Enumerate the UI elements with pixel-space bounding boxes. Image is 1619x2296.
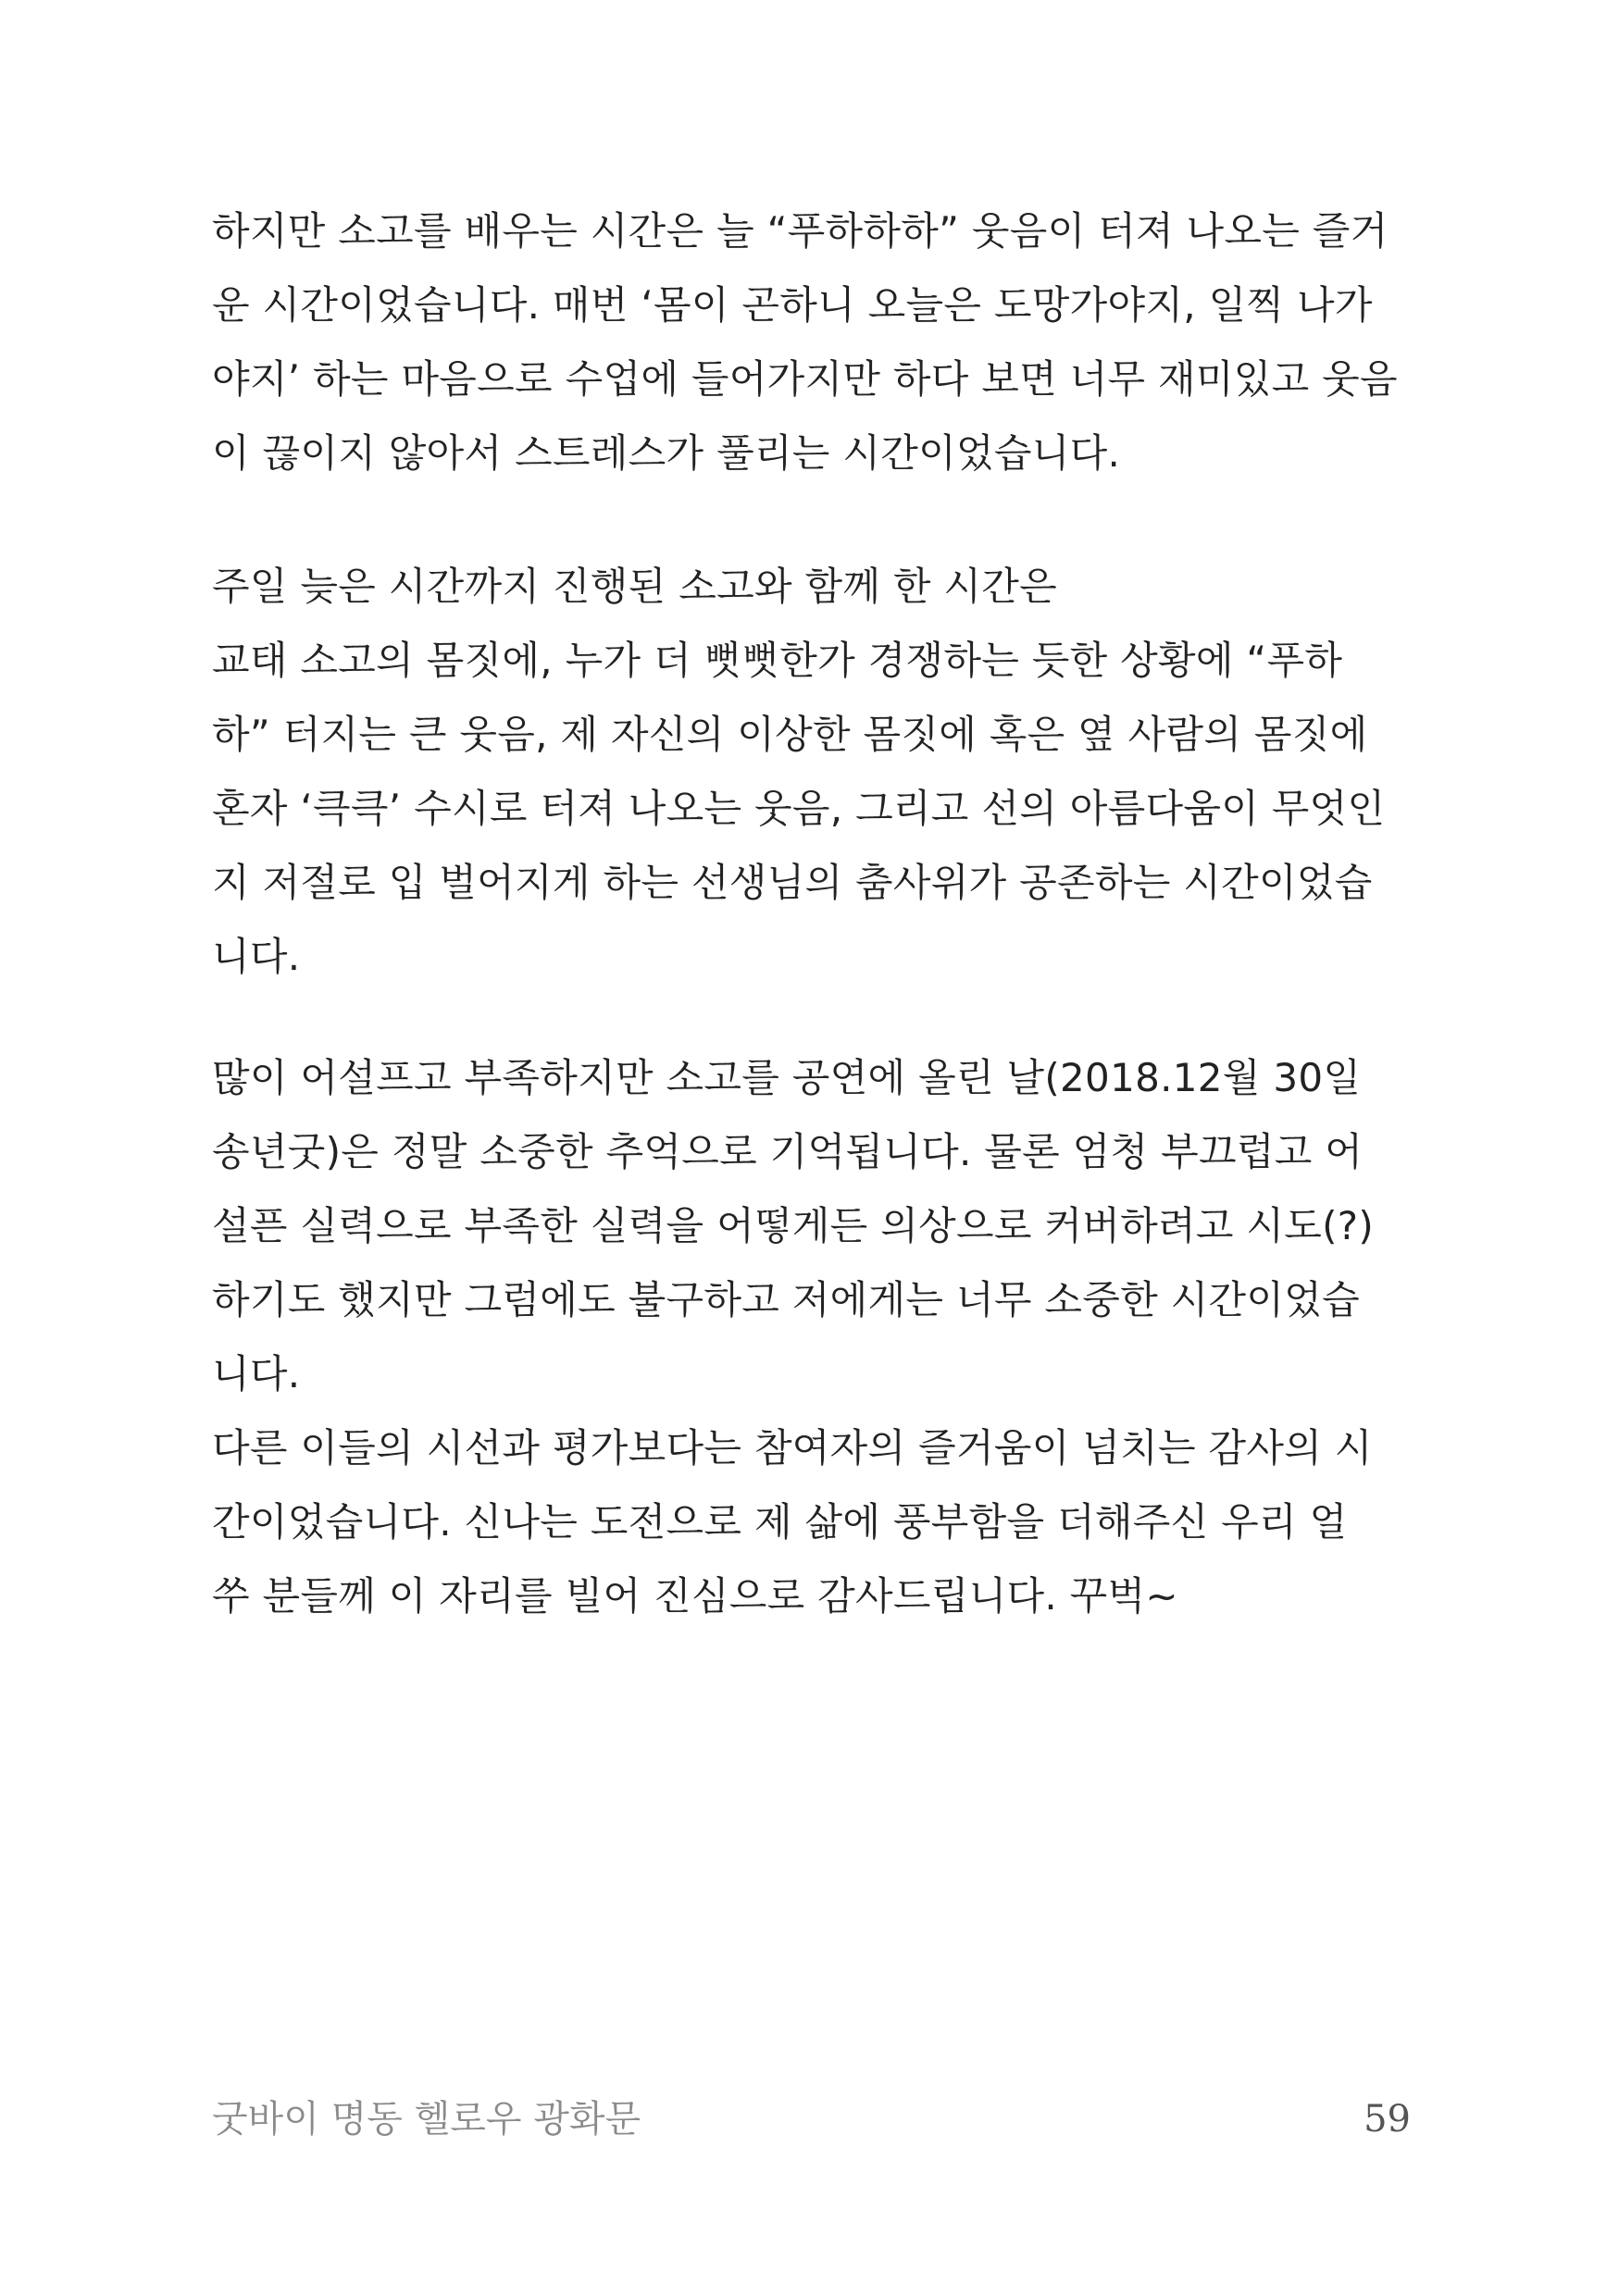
text-line: 야지’ 하는 마음으로 수업에 들어가지만 하다 보면 너무 재미있고 웃음: [212, 356, 1398, 402]
text-line: 하” 터지는 큰 웃음, 제 자신의 이상한 몸짓에 혹은 옆 사람의 몸짓에: [212, 712, 1368, 757]
text-line: 설픈 실력으로 부족한 실력을 어떻게든 의상으로 커버하려고 시도(?): [212, 1203, 1375, 1248]
text-line: 하지만 소고를 배우는 시간은 늘 “푸하하하” 웃음이 터져 나오는 즐거: [212, 208, 1389, 254]
text-line: 하기도 했지만 그럼에도 불구하고 저에게는 너무 소중한 시간이었습: [212, 1277, 1360, 1322]
text-line: 교태 소고의 몸짓에, 누가 더 뻣뻣한가 경쟁하는 듯한 상황에 “푸하: [212, 638, 1343, 683]
text-line: 운 시간이었습니다. 매번 ‘몸이 곤하니 오늘은 도망가야지, 일찍 나가: [212, 282, 1373, 328]
text-line: 니다.: [212, 1351, 301, 1396]
text-line: 많이 어설프고 부족하지만 소고를 공연에 올린 날(2018.12월 30일: [212, 1055, 1362, 1100]
text-line: 혼자 ‘큭큭’ 수시로 터져 나오는 웃음, 그리고 선의 아름다움이 무엇인: [212, 786, 1386, 831]
text-line: 주일 늦은 시간까지 진행된 소고와 함께 한 시간은: [212, 564, 1057, 609]
text-line: 쑤 분들께 이 자리를 빌어 진심으로 감사드립니다. 꾸벅~: [212, 1573, 1178, 1619]
text-line: 니다.: [212, 934, 301, 979]
text-line: 다른 이들의 시선과 평가보다는 참여자의 즐거움이 넘치는 감사의 시: [212, 1425, 1373, 1471]
text-line: 송년굿)은 정말 소중한 추억으로 기억됩니다. 물론 엄청 부끄럽고 어: [212, 1129, 1364, 1174]
text-line: 지 저절로 입 벌어지게 하는 선생님의 춤사위가 공존하는 시간이었습: [212, 860, 1373, 905]
text-line: 간이었습니다. 신나는 도전으로 제 삶에 풍부함을 더해주신 우리 얼: [212, 1499, 1348, 1545]
page-number: 59: [1364, 2098, 1411, 2141]
text-line: 이 끊이지 않아서 스트레스가 풀리는 시간이었습니다.: [212, 430, 1121, 476]
running-footer-title: 굿바이 명동 헬로우 광화문: [212, 2098, 641, 2141]
